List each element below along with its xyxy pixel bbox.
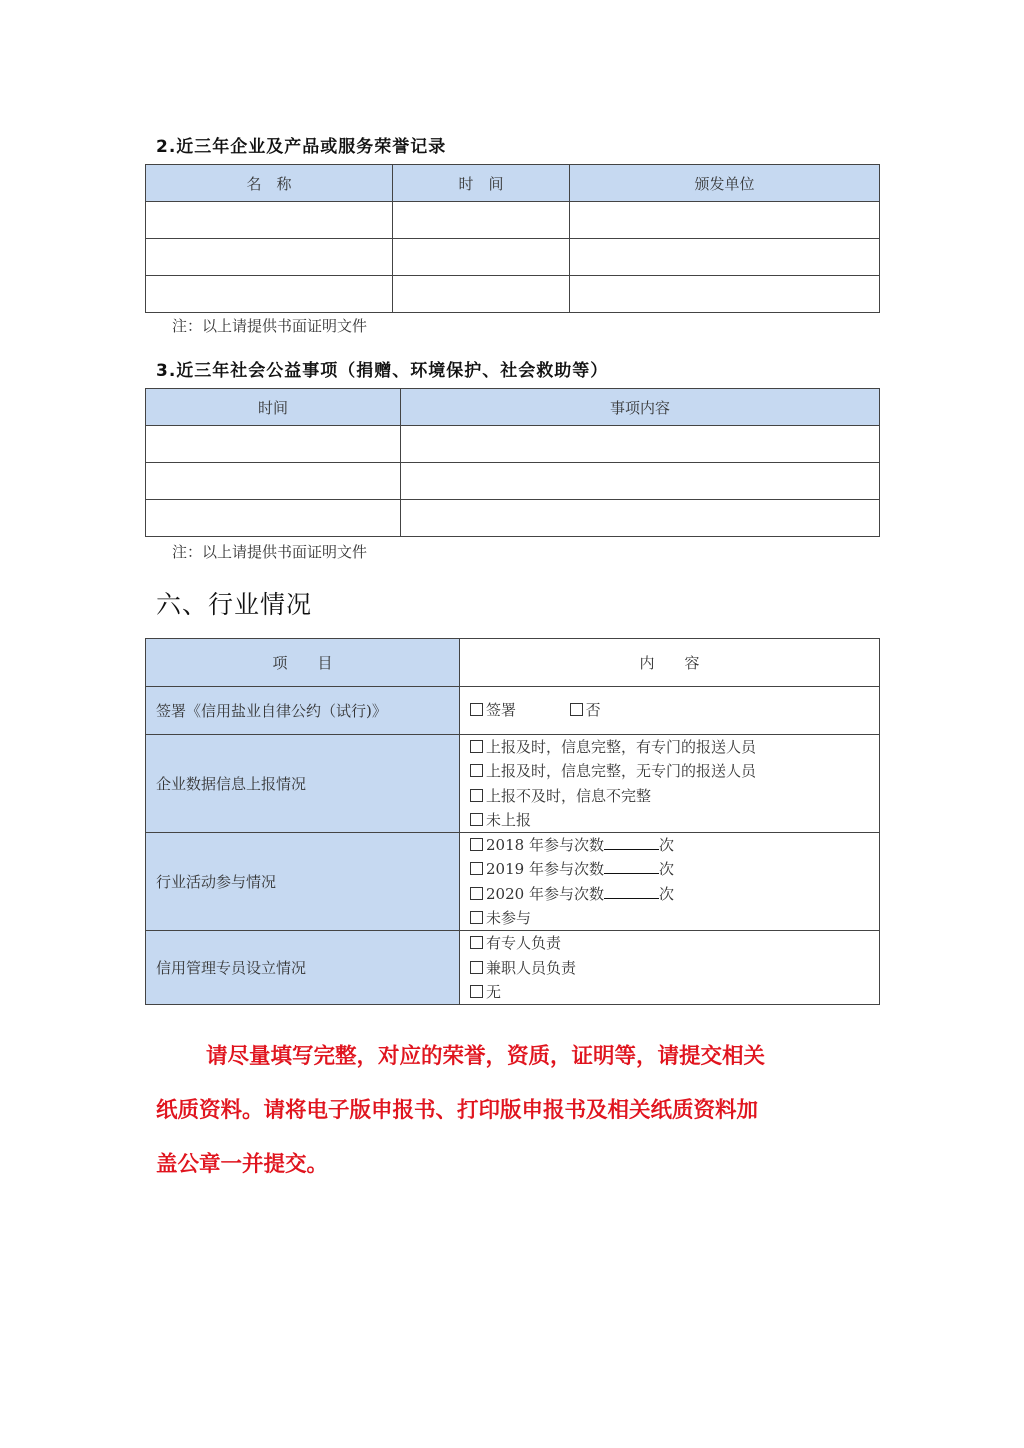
checkbox-icon bbox=[470, 911, 483, 924]
options-cell bbox=[460, 931, 880, 1005]
table-header-row bbox=[146, 639, 880, 687]
section6-title: 六、行业情况 bbox=[156, 590, 313, 619]
option-label: 2020 年参与次数 bbox=[486, 884, 604, 903]
row-label: 行业活动参与情况 bbox=[146, 833, 460, 931]
checkbox-no[interactable] bbox=[570, 701, 601, 719]
checkbox-option[interactable] bbox=[470, 808, 879, 832]
table-row bbox=[146, 735, 880, 833]
table-row bbox=[146, 276, 880, 313]
checkbox-icon bbox=[470, 862, 483, 875]
cell-input[interactable] bbox=[146, 276, 393, 313]
option-suffix: 次 bbox=[658, 884, 674, 903]
header-item: 项 目 bbox=[146, 639, 460, 687]
checkbox-icon bbox=[470, 703, 483, 716]
table-row bbox=[146, 687, 880, 735]
table-header-row bbox=[146, 165, 880, 202]
cell-input[interactable] bbox=[393, 202, 570, 239]
checkbox-icon bbox=[470, 936, 483, 949]
cell-input[interactable] bbox=[393, 276, 570, 313]
option-label: 无 bbox=[486, 982, 502, 1001]
count-blank-input[interactable] bbox=[604, 859, 659, 874]
option-label: 上报及时，信息完整，无专门的报送人员 bbox=[486, 762, 757, 781]
table-header-row bbox=[146, 389, 880, 426]
option-label: 上报及时，信息完整，有专门的报送人员 bbox=[486, 738, 757, 756]
notice-line: 请尽量填写完整，对应的荣誉，资质，证明等，请提交相关 bbox=[206, 1044, 766, 1069]
checkbox-icon bbox=[470, 838, 483, 851]
options-cell bbox=[460, 687, 880, 735]
checkbox-option[interactable] bbox=[470, 833, 879, 857]
table-row bbox=[146, 931, 880, 1005]
submission-notice bbox=[156, 1030, 886, 1192]
header-content: 内 容 bbox=[460, 639, 880, 687]
checkbox-icon bbox=[470, 813, 483, 826]
table-row bbox=[146, 426, 880, 463]
header-time: 时间 bbox=[146, 389, 401, 426]
table-row bbox=[146, 463, 880, 500]
checkbox-option[interactable] bbox=[470, 980, 879, 1004]
checkbox-sign[interactable] bbox=[470, 701, 516, 719]
charity-table bbox=[145, 388, 880, 537]
cell-input[interactable] bbox=[146, 426, 401, 463]
checkbox-option[interactable] bbox=[470, 759, 879, 783]
option-label: 否 bbox=[585, 701, 601, 720]
honors-table bbox=[145, 164, 880, 313]
cell-input[interactable] bbox=[146, 463, 401, 500]
row-label: 签署《信用盐业自律公约（试行)》 bbox=[146, 687, 460, 735]
row-label: 企业数据信息上报情况 bbox=[146, 735, 460, 833]
checkbox-option[interactable] bbox=[470, 784, 879, 808]
checkbox-icon bbox=[470, 887, 483, 900]
notice-line: 盖公章一并提交。 bbox=[156, 1152, 329, 1177]
option-suffix: 次 bbox=[658, 836, 674, 855]
option-label: 未参与 bbox=[486, 909, 532, 928]
cell-input[interactable] bbox=[146, 239, 393, 276]
option-label: 签署 bbox=[486, 701, 517, 720]
cell-input[interactable] bbox=[401, 500, 880, 537]
checkbox-icon bbox=[470, 789, 483, 802]
count-blank-input[interactable] bbox=[604, 835, 659, 850]
table-row bbox=[146, 202, 880, 239]
row-label: 信用管理专员设立情况 bbox=[146, 931, 460, 1005]
section3-note: 注：以上请提供书面证明文件 bbox=[172, 543, 368, 561]
table-row bbox=[146, 500, 880, 537]
industry-table bbox=[145, 638, 880, 1005]
checkbox-icon bbox=[470, 740, 483, 753]
checkbox-option[interactable] bbox=[470, 956, 879, 980]
checkbox-icon bbox=[470, 764, 483, 777]
option-label: 2018 年参与次数 bbox=[486, 836, 604, 855]
option-label: 兼职人员负责 bbox=[486, 958, 577, 977]
checkbox-option[interactable] bbox=[470, 931, 879, 955]
checkbox-icon bbox=[470, 961, 483, 974]
option-label: 上报不及时，信息不完整 bbox=[486, 786, 652, 805]
section2-title: 2.近三年企业及产品或服务荣誉记录 bbox=[156, 137, 447, 157]
cell-input[interactable] bbox=[570, 239, 880, 276]
option-label: 未上报 bbox=[486, 810, 532, 829]
notice-line: 纸质资料。请将电子版申报书、打印版申报书及相关纸质资料加 bbox=[156, 1098, 759, 1123]
cell-input[interactable] bbox=[393, 239, 570, 276]
checkbox-icon bbox=[570, 703, 583, 716]
checkbox-option[interactable] bbox=[470, 857, 879, 881]
section2-note: 注：以上请提供书面证明文件 bbox=[172, 317, 368, 335]
options-cell bbox=[460, 735, 880, 833]
option-suffix: 次 bbox=[658, 860, 674, 879]
checkbox-icon bbox=[470, 985, 483, 998]
count-blank-input[interactable] bbox=[604, 884, 659, 899]
table-row bbox=[146, 239, 880, 276]
cell-input[interactable] bbox=[570, 276, 880, 313]
checkbox-option[interactable] bbox=[470, 906, 879, 930]
header-issuer: 颁发单位 bbox=[570, 165, 880, 202]
header-name: 名 称 bbox=[146, 165, 393, 202]
cell-input[interactable] bbox=[401, 463, 880, 500]
header-time: 时 间 bbox=[393, 165, 570, 202]
header-content: 事项内容 bbox=[401, 389, 880, 426]
checkbox-option[interactable] bbox=[470, 735, 879, 759]
option-label: 有专人负责 bbox=[486, 934, 562, 953]
option-label: 2019 年参与次数 bbox=[486, 860, 604, 879]
cell-input[interactable] bbox=[146, 202, 393, 239]
checkbox-option[interactable] bbox=[470, 882, 879, 906]
cell-input[interactable] bbox=[401, 426, 880, 463]
options-cell bbox=[460, 833, 880, 931]
table-row bbox=[146, 833, 880, 931]
cell-input[interactable] bbox=[570, 202, 880, 239]
section3-title: 3.近三年社会公益事项（捐赠、环境保护、社会救助等） bbox=[156, 361, 609, 381]
cell-input[interactable] bbox=[146, 500, 401, 537]
